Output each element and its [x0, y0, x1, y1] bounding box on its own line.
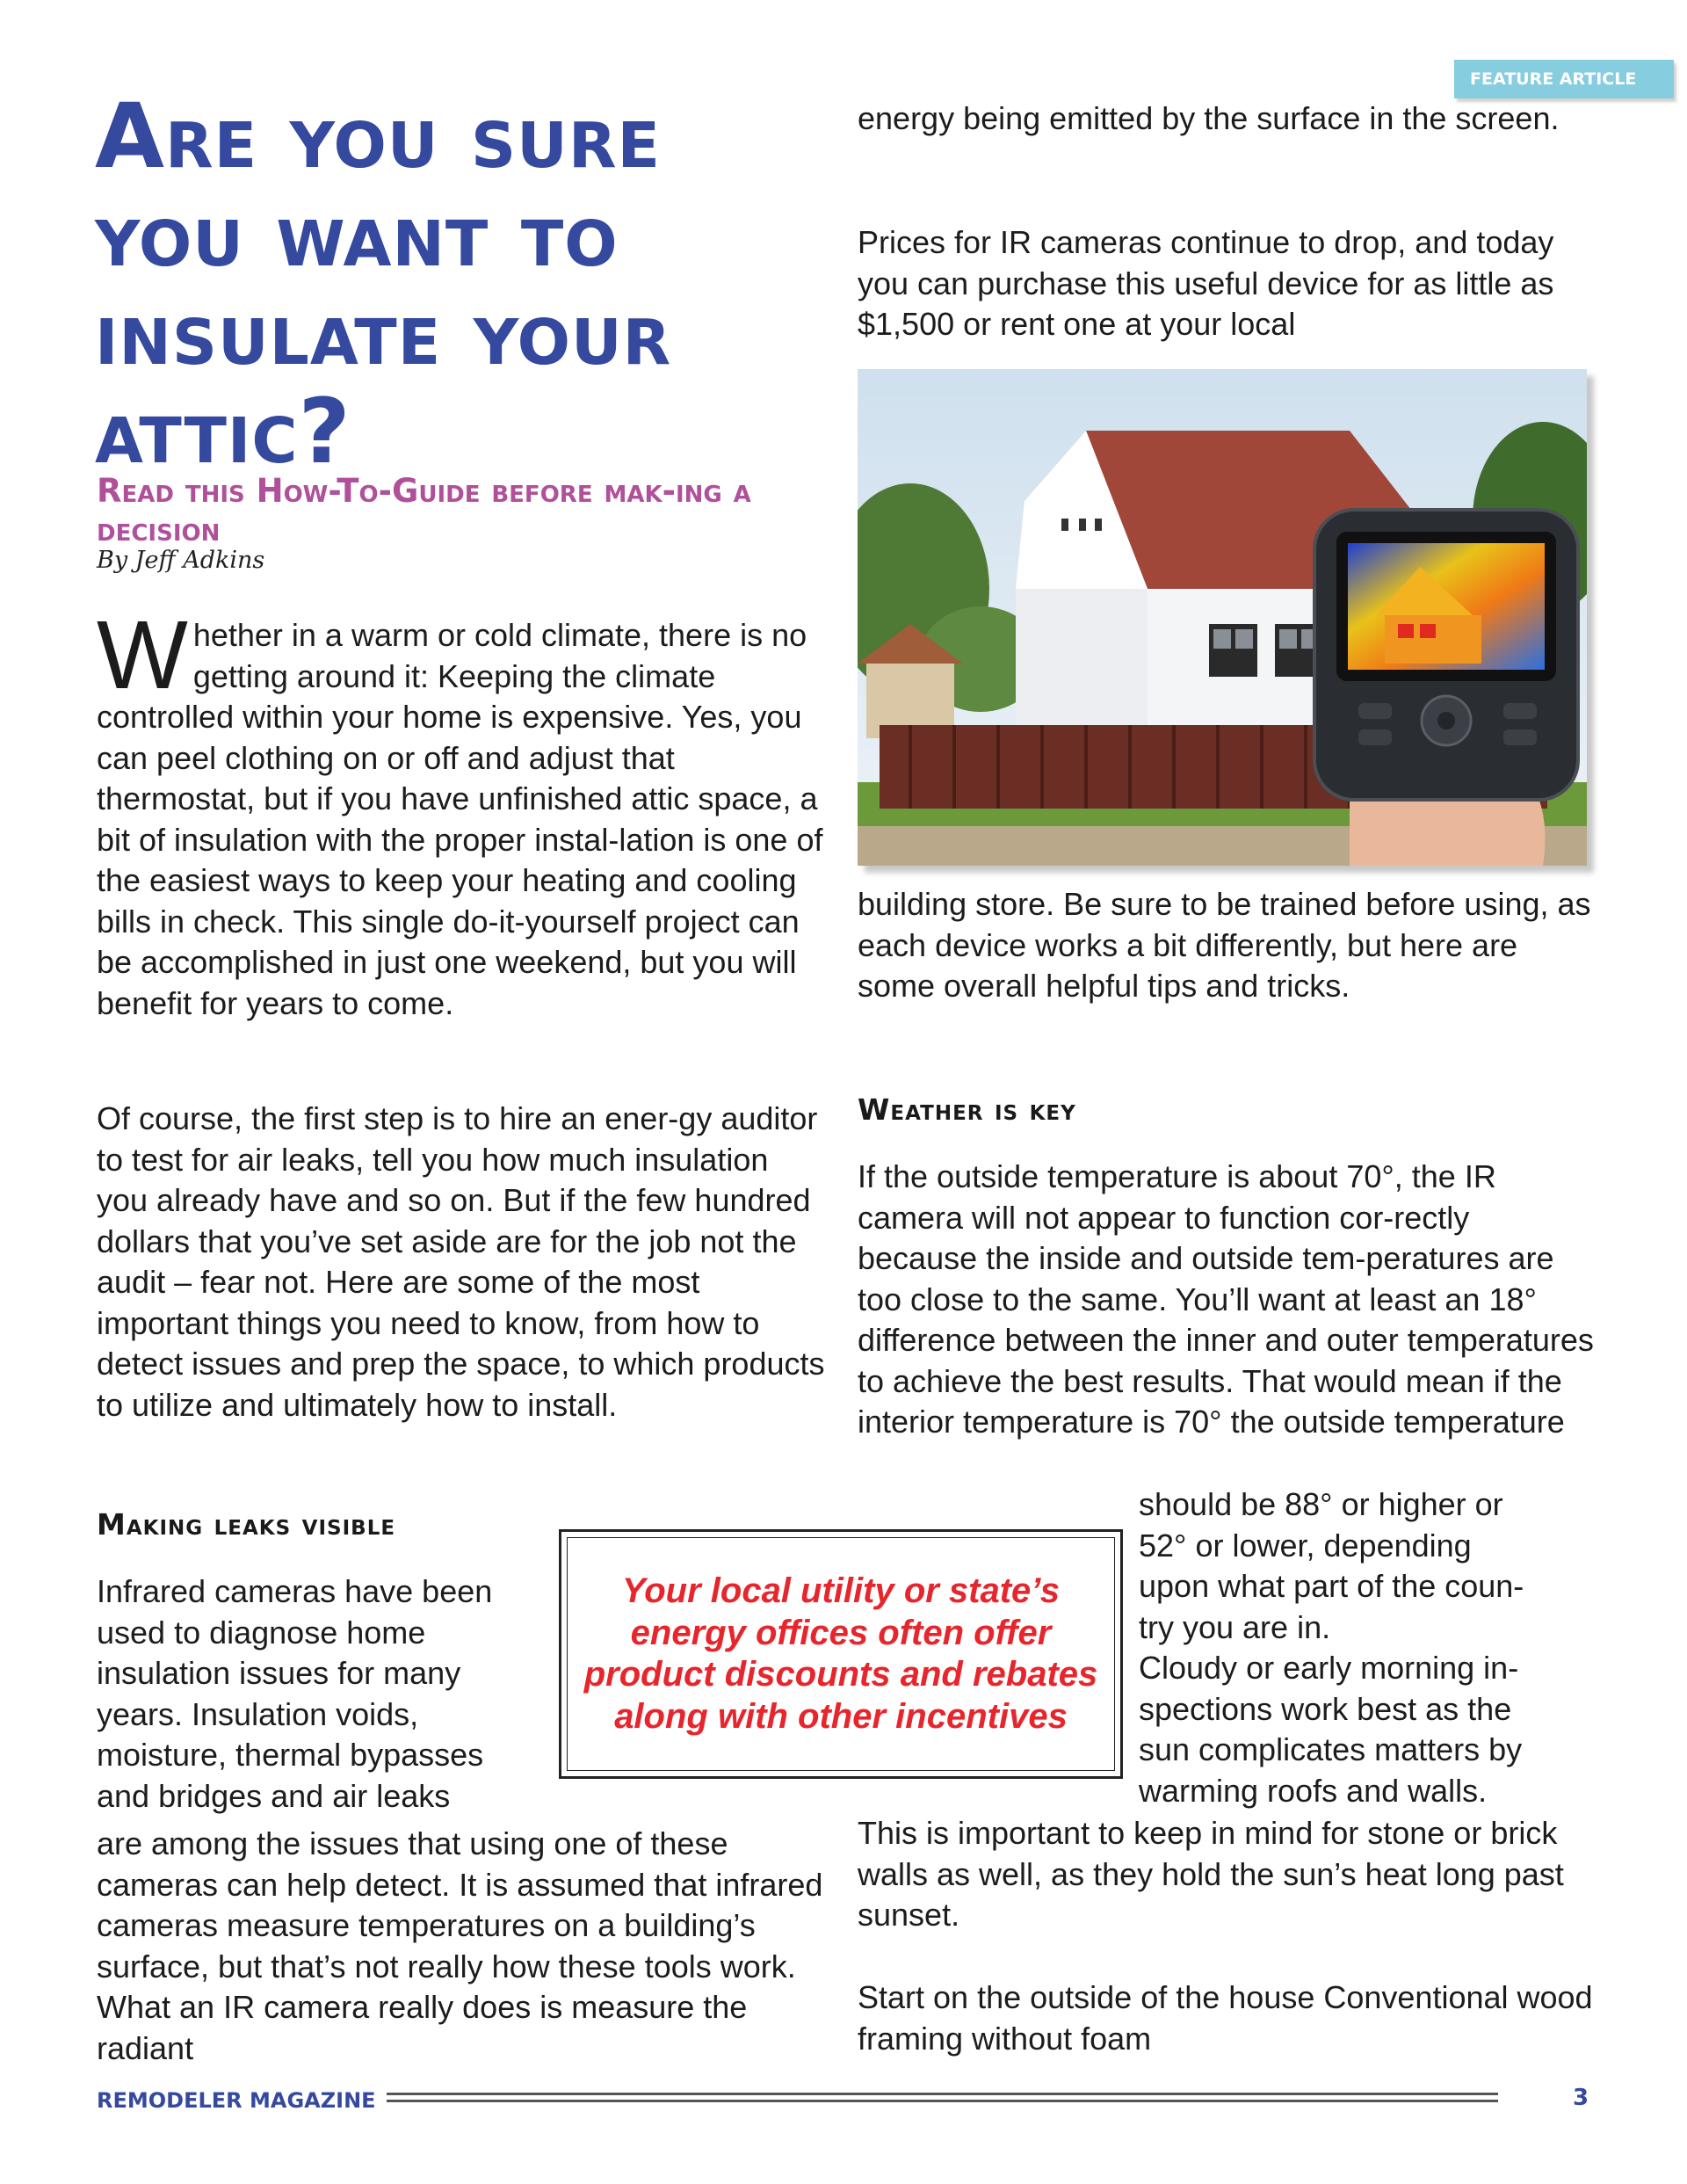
text-line: moisture, thermal bypasses [97, 1737, 484, 1773]
paragraph-energy-emitted: energy being emitted by the surface in the screen. [858, 100, 1560, 136]
text-line: Cloudy or early morning in- [1139, 1650, 1519, 1686]
drop-cap: W [97, 601, 188, 709]
text-line: warming roofs and walls. [1139, 1772, 1488, 1809]
paragraph-building-store: building store. Be sure to be trained before using, as each device works a bit differently, but here are some overall helpful tips and tricks. [858, 886, 1591, 1004]
text-line: spections work best as the [1139, 1690, 1512, 1727]
paragraph-ir-prices: Prices for IR cameras continue to drop, and today you can purchase this useful device for as little as $1,500 or rent one at your local [858, 224, 1554, 342]
article-title: Are you sure you want to insulate your attic? [95, 84, 672, 484]
text-line: upon what part of the coun- [1139, 1568, 1524, 1604]
article-subtitle: Read this How-To-Guide before mak-ing a decision [97, 472, 751, 548]
section-heading-making-leaks-visible: Making leaks visible [97, 1507, 396, 1542]
paragraph-energy-audit: Of course, the first step is to hire an ener-gy auditor to test for air leaks, tell you how much insulation you already have and so on. But if the few hundred dollars that you’ve set aside are for the job not the audit – fear not. Here are some of the most important things you need to know, from how to detect issues and prep the space, to which products to utilize and ultimately how to install. [97, 1100, 825, 1423]
section-heading-weather-is-key: Weather is key [858, 1092, 1076, 1127]
text-line: try you are in. [1139, 1608, 1331, 1645]
pull-quote-box [559, 1529, 1123, 1779]
pull-quote-inner-frame [567, 1537, 1115, 1771]
intro-paragraph [97, 601, 826, 1024]
byline: By Jeff Adkins [97, 547, 265, 574]
section2-narrow-text [1139, 1484, 1596, 1811]
text-line: and bridges and air leaks [97, 1777, 451, 1814]
paragraph-stone-brick: This is important to keep in mind for stone or brick walls as well, as they hold the sun’s heat long past sunset. [858, 1815, 1564, 1933]
footer-magazine-name: REMODELER MAGAZINE [97, 2088, 376, 2113]
paragraph-weather: If the outside temperature is about 70°, the IR camera will not appear to function cor-rectly because the inside and outside tem-peratures are too close to the same. You’ll want at least an 18° difference between the inner and outer temperatures to achieve the best results. That would mean if the interior temperature is 70° the outside temperature [858, 1158, 1594, 1440]
text-line: years. Insulation voids, [97, 1695, 419, 1732]
section1-narrow-text [97, 1571, 554, 1817]
text-line: Infrared cameras have been [97, 1573, 493, 1609]
footer-rule-bottom [387, 2100, 1498, 2102]
footer-rule-top [387, 2093, 1498, 2095]
text-line: should be 88° or higher or [1139, 1486, 1503, 1522]
section1-paragraph-rest: are among the issues that using one of these cameras can help detect. It is assumed that infrared cameras measure temperatures on a building’s surface, but that’s not really how these tools work. What an IR camera really does is measure the radiant [97, 1825, 823, 2066]
feature-article-tab: FEATURE ARTICLE [1454, 60, 1674, 98]
thermal-camera-house-photo [858, 369, 1587, 866]
house-thermal-camera-photo [858, 369, 1587, 866]
pull-quote-text: Your local utility or state’s energy offices often offer product discounts and rebates along with other incentives [583, 1571, 1098, 1736]
text-line: insulation issues for many [97, 1655, 461, 1691]
intro-text: hether in a warm or cold climate, there is no getting around it: Keeping the climate controlled within your home is expensive. Yes, you can peel clothing on or off and adjust that thermostat, but if you have unfinished attic space, a bit of insulation with the proper instal-lation is one of the easiest ways to keep your heating and cooling bills in check. This single do-it-yourself project can be accomplished in just one weekend, but you will benefit for years to come. [97, 617, 823, 1021]
page-number: 3 [1573, 2085, 1589, 2111]
text-line: used to diagnose home [97, 1614, 426, 1651]
text-line: 52° or lower, depending [1139, 1527, 1472, 1564]
paragraph-start-outside: Start on the outside of the house Conventional wood framing without foam [858, 1979, 1593, 2057]
text-line: sun complicates matters by [1139, 1731, 1523, 1767]
